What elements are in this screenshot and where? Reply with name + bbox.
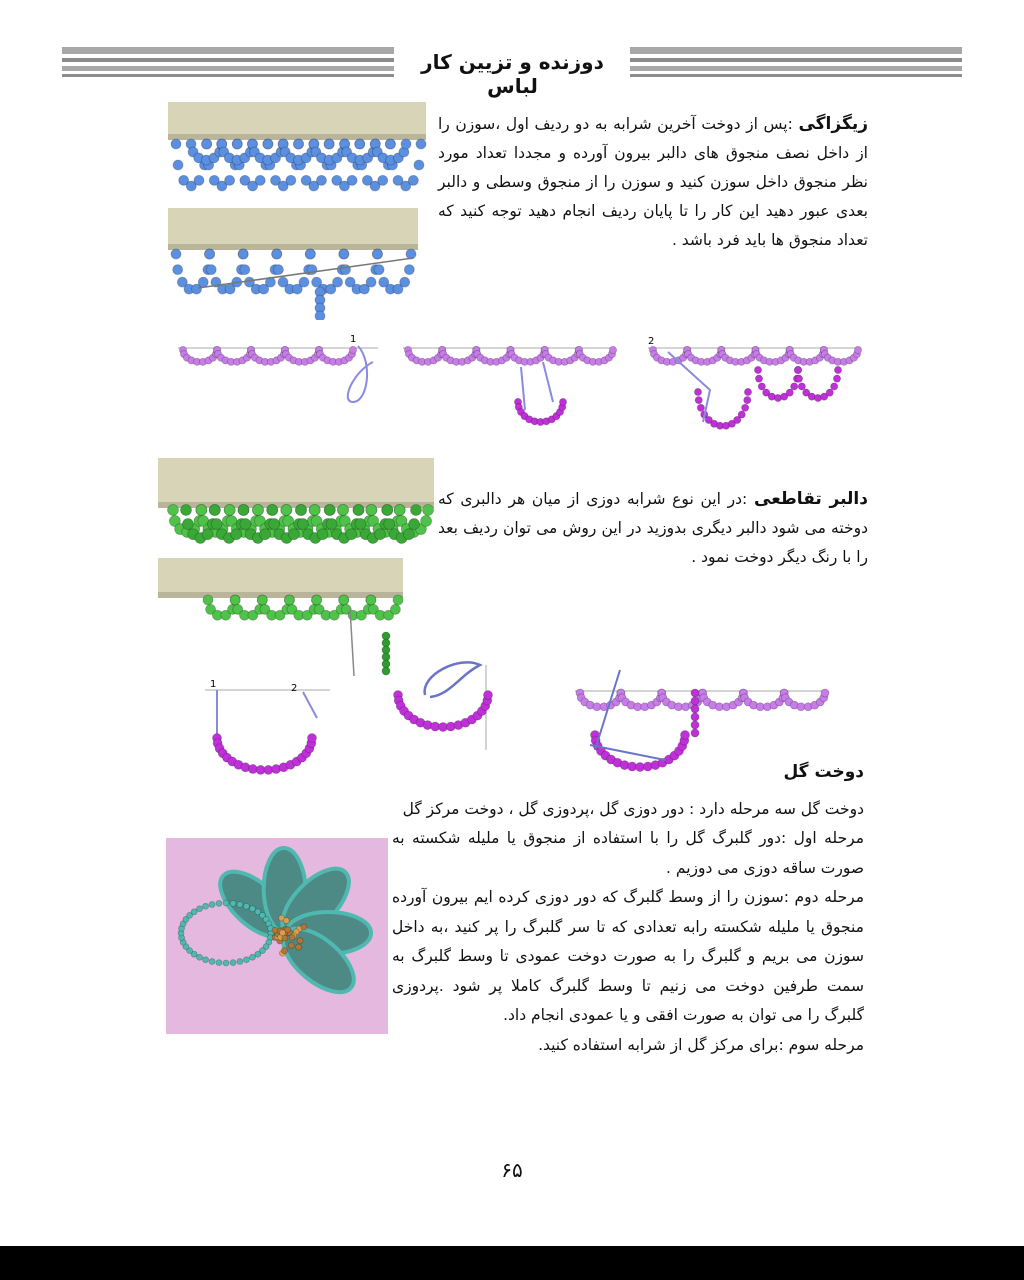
zigzag-diagram-3 bbox=[648, 332, 863, 442]
flower-section-title: دوخت گل bbox=[783, 762, 864, 782]
flower-paragraph bbox=[362, 795, 864, 825]
zigzag-text: :پس از دوخت آخرین شرابه به دو ردیف اول ،سوزن را از داخل نصف منجوق های دالبر بیرون آورده و مجددا تعداد مورد نظر منجوق داخل سوزن کنید و سوزن را از منجوق وسطی و دالبر بعدی عبور دهید این کار را تا پایان ردیف انجام دهید توجه کنید که تعداد منجوق ها باید فرد باشد . bbox=[438, 115, 868, 249]
zigzag-paragraph bbox=[438, 110, 868, 255]
flower-step-2: مرحله دوم :سوزن را از وسط گلبرگ که دور دوزی کرده ایم بیرون آورده منجوق یا ملیله شکسته رابه تعدادی که تا سر گلبرگ را پر کنید ،به داخل سوزن می بریم و گلبرگ را به صورت دوخت عمودی تا وسط گلبرگ به سمت طرفین دوخت می زنیم تا وسط گلبرگ کاملا پر شود .پردوزی گلبرگ را می توان به صورت افقی و یا عمودی انجام داد. bbox=[392, 888, 864, 1024]
page-header-title: دوزنده و تزیین کار لباس bbox=[421, 50, 604, 98]
cross-scallop-paragraph bbox=[438, 485, 868, 572]
flower-steps bbox=[392, 824, 864, 1060]
diagram-step-label-2b: 2 bbox=[291, 683, 298, 694]
zigzag-heading: زیگزاگی bbox=[798, 114, 868, 134]
cross-scallop-photo-1 bbox=[158, 458, 434, 544]
cross-scallop-diagram-1 bbox=[205, 678, 335, 783]
flower-step-1: مرحله اول :دور گلبرگ گل را با استفاده از منجوق یا ملیله شکسته به صورت ساقه دوزی می دوزیم . bbox=[392, 829, 864, 877]
cross-scallop-diagram-2 bbox=[390, 655, 495, 755]
diagram-step-label-1: 1 bbox=[350, 334, 357, 345]
flower-line-intro: دوخت گل سه مرحله دارد : دور دوزی گل ،پردوزی گل ، دوخت مرکز گل bbox=[402, 800, 864, 818]
cross-scallop-text: :در این نوع شرابه دوزی از میان هر دالبری که دوخته می شود دالبر دیگری بدوزید در این روش می توان ردیف بعد را با رنگ دیگر دوخت نمود . bbox=[438, 490, 868, 566]
flower-step-3: مرحله سوم :برای مرکز گل از شرابه استفاده کنید. bbox=[538, 1035, 864, 1054]
page-number: ۶۵ bbox=[501, 1158, 523, 1182]
zigzag-diagram-1 bbox=[178, 332, 388, 442]
diagram-step-label-1b: 1 bbox=[210, 679, 217, 690]
zigzag-photo-1 bbox=[168, 102, 436, 202]
diagram-step-label-2: 2 bbox=[648, 336, 655, 347]
zigzag-photo-2 bbox=[168, 208, 436, 320]
flower-photo bbox=[166, 838, 388, 1034]
cross-scallop-photo-2 bbox=[158, 558, 408, 678]
zigzag-diagram-2 bbox=[403, 332, 618, 442]
cross-scallop-heading: دالبر تقاطعی bbox=[754, 489, 868, 509]
